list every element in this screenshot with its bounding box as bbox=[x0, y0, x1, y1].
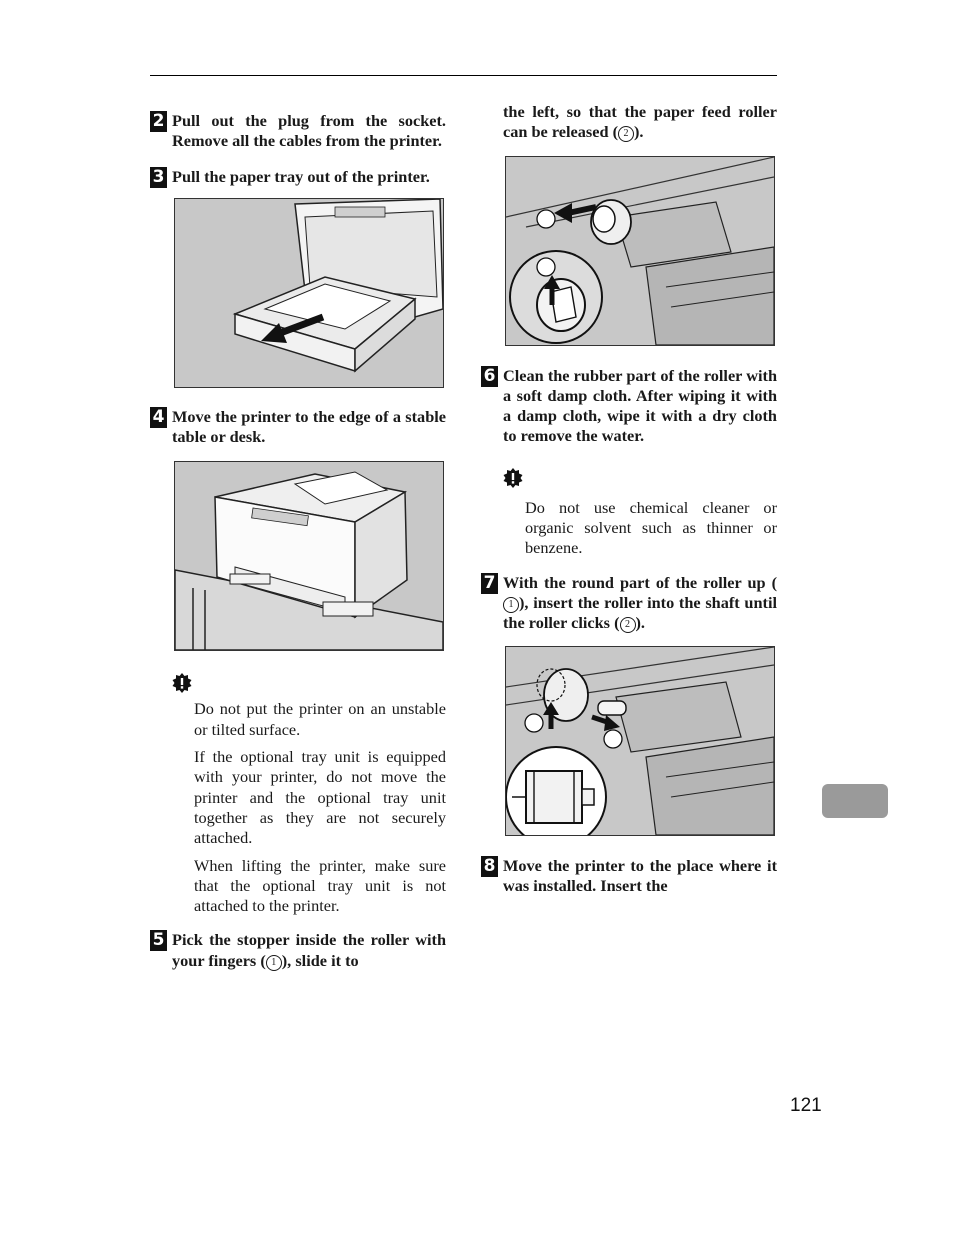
figure-paper-tray bbox=[174, 198, 444, 388]
step-number: 4 bbox=[150, 407, 167, 428]
step-8 bbox=[481, 856, 777, 897]
step-7 bbox=[481, 573, 777, 634]
step-6 bbox=[481, 366, 777, 447]
step-number: 5 bbox=[150, 930, 167, 951]
step-text: Pick the stopper inside the roller with your fingers ( bbox=[172, 930, 446, 970]
right-column bbox=[481, 102, 777, 896]
step-5 bbox=[150, 930, 446, 971]
note-lifting-printer: When lifting the printer, make sure that the optional tray unit is not attached to the printer. bbox=[194, 855, 446, 916]
note-optional-tray: If the optional tray unit is equipped with your printer, do not move the printer and the optional tray unit together as they are not securely attached. bbox=[194, 747, 446, 848]
left-column bbox=[150, 111, 446, 971]
step-text: Move the printer to the place where it was installed. Insert the bbox=[503, 855, 777, 895]
step-2 bbox=[150, 111, 446, 152]
step-number: 2 bbox=[150, 111, 167, 132]
step-number: 6 bbox=[481, 366, 498, 387]
step-text: ), insert the roller into the shaft until the roller clicks ( bbox=[503, 592, 777, 633]
step-text: Clean the rubber part of the roller with a soft damp cloth. After wiping it with a damp cloth, wipe it with a dry cloth to remove the water. bbox=[503, 365, 777, 446]
note-unstable-surface: Do not put the printer on an unstable or tilted surface. bbox=[194, 699, 446, 739]
step-text: ). bbox=[635, 613, 646, 633]
circled-number: 1 bbox=[503, 597, 519, 613]
page-number: 121 bbox=[790, 1095, 822, 1116]
circled-number: 2 bbox=[620, 617, 636, 633]
important-icon bbox=[172, 673, 192, 693]
step-3 bbox=[150, 167, 446, 187]
step-text: the left, so that the paper feed roller can be released ( bbox=[503, 102, 777, 142]
figure-printer-on-table bbox=[174, 461, 444, 651]
circled-number: 1 bbox=[266, 955, 282, 971]
step-number: 7 bbox=[481, 573, 498, 594]
step-text: ), slide it to bbox=[281, 950, 359, 970]
step-text: Pull out the plug from the socket. Remove all the cables from the printer. bbox=[172, 111, 446, 151]
circled-number: 2 bbox=[618, 126, 634, 142]
note-chemical-cleaner: Do not use chemical cleaner or organic solvent such as thinner or benzene. bbox=[525, 497, 777, 558]
step-text: Move the printer to the edge of a stable table or desk. bbox=[172, 406, 446, 447]
chapter-tab bbox=[822, 784, 888, 818]
step-4 bbox=[150, 407, 446, 448]
figure-insert-roller bbox=[505, 646, 775, 836]
step-text: ). bbox=[634, 122, 644, 142]
step-number: 3 bbox=[150, 167, 167, 188]
step-text: With the round part of the roller up ( bbox=[503, 572, 777, 592]
header-rule bbox=[150, 75, 777, 76]
step-number: 8 bbox=[481, 856, 498, 877]
step-5-continued bbox=[481, 102, 777, 143]
step-text: Pull the paper tray out of the printer. bbox=[172, 166, 430, 186]
important-icon bbox=[503, 468, 523, 488]
figure-release-roller bbox=[505, 156, 775, 346]
